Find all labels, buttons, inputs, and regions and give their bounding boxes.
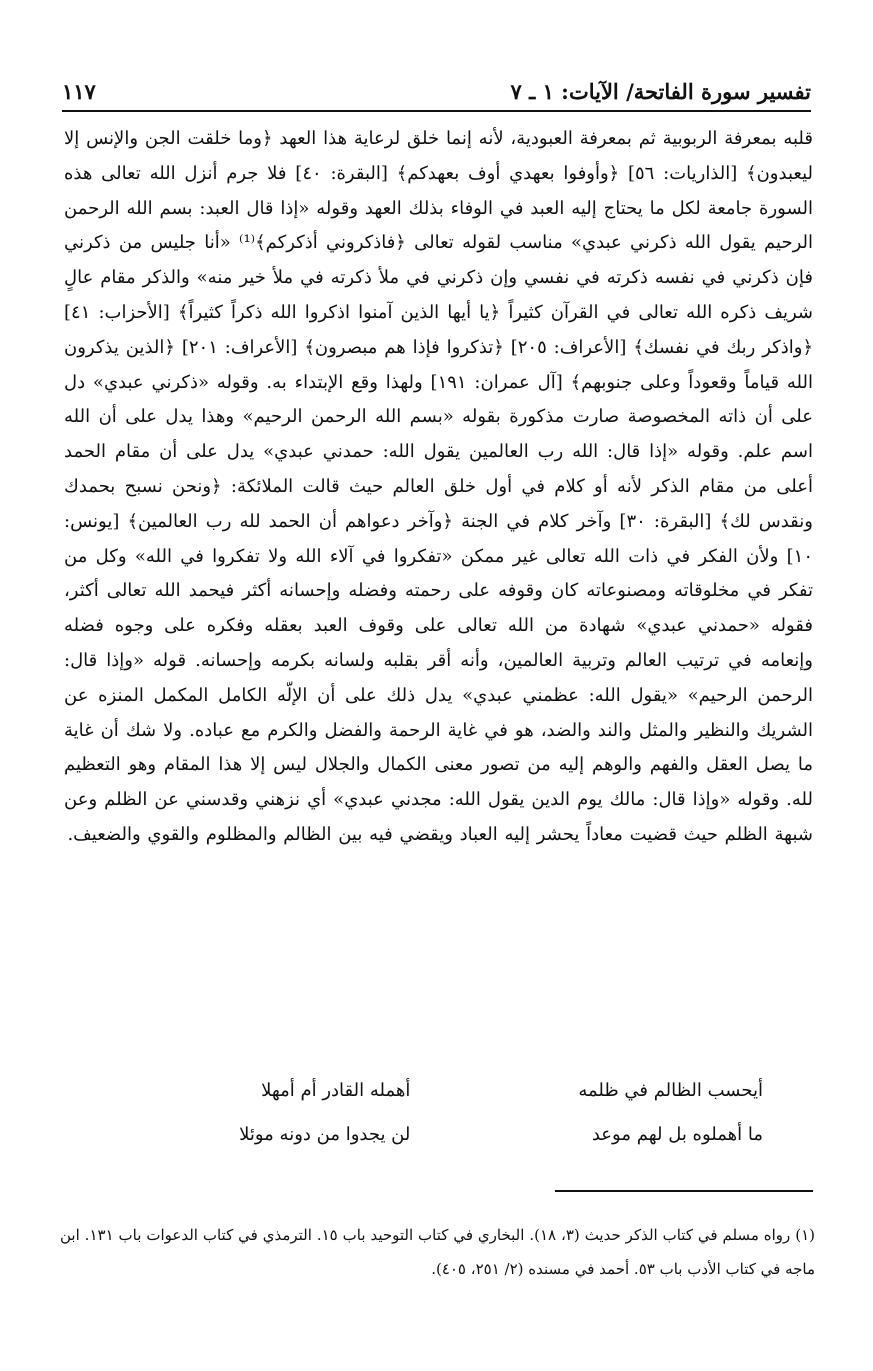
footnote: (١) رواه مسلم في كتاب الذكر حديث (٣، ١٨). البخاري في كتاب التوحيد باب ١٥. الترمذي في كتاب الدعوات باب ١٣١. ابن ماجه في كتاب الأدب باب ٥٣. أحمد في مسنده (٢/ ٢٥١، ٤٠٥). bbox=[60, 1226, 815, 1278]
page-header bbox=[62, 64, 811, 112]
verse-hemistich-first: ما أهملوه بل لهم موعد bbox=[591, 1123, 763, 1145]
poem-verse bbox=[110, 1068, 763, 1112]
verse-hemistich-second: لن يجدوا من دونه موئلا bbox=[239, 1123, 411, 1145]
verse-hemistich-second: أهمله القادر أم أمهلا bbox=[261, 1079, 411, 1101]
main-paragraph: قلبه بمعرفة الربوبية ثم بمعرفة العبودية، لأنه إنما خلق لرعاية هذا العهد ﴿وما خلقت الجن والإنس إلا ليعبدون﴾ [الذاريات: ٥٦] ﴿وأوفوا بعهدي أوف بعهدكم﴾ [البقرة: ٤٠] فلا جرم أنزل الله تعالى هذه السورة جامعة لكل ما يحتاج إليه العبد في الوفاء بذلك العهد وقوله «إذا قال العبد: بسم الله الرحمن الرحيم يقول الله ذكرني عبدي» مناسب لقوله تعالى ﴿فاذكروني أذكركم﴾⁽¹⁾ «أنا جليس من ذكرني فإن ذكرني في نفسه ذكرته في نفسي وإن ذكرني في ملأ ذكرته في ملأ خير منه» والذكر مقام عالٍ شريف ذكره الله تعالى في القرآن كثيراً ﴿يا أيها الذين آمنوا اذكروا الله ذكراً كثيراً﴾ [الأحزاب: ٤١] ﴿واذكر ربك في نفسك﴾ [الأعراف: ٢٠٥] ﴿تذكروا فإذا هم مبصرون﴾ [الأعراف: ٢٠١] ﴿الذين يذكرون الله قياماً وقعوداً وعلى جنوبهم﴾ [آل عمران: ١٩١] ولهذا وقع الإبتداء به. وقوله «ذكرني عبدي» دل على أن ذاته المخصوصة صارت مذكورة بقوله «بسم الله الرحمن الرحيم» وهذا يدل على أن الله اسم علم. وقوله «إذا قال: الله رب العالمين يقول الله: حمدني عبدي» يدل على أن مقام الحمد أعلى من مقام الذكر لأنه أو كلام في أول خلق العالم حيث قالت الملائكة: ﴿ونحن نسبح بحمدك ونقدس لك﴾ [البقرة: ٣٠] وآخر كلام في الجنة ﴿وآخر دعواهم أن الحمد لله رب العالمين﴾ [يونس: ١٠] ولأن الفكر في ذات الله تعالى غير ممكن «تفكروا في آلاء الله ولا تفكروا في الله» وكل من تفكر في مخلوقاته ومصنوعاته كان وقوفه على رحمته وفضله وإحسانه أكثر فيحمد الله تعالى أكثر، فقوله «حمدني عبدي» شهادة من الله تعالى على وقوف العبد بعقله وفكره على وجوه فضله وإنعامه في ترتيب العالم وتربية العالمين، وأنه أقر بقلبه ولسانه بكرمه وإحسانه. قوله «وإذا قال: الرحمن الرحيم» «يقول الله: عظمني عبدي» يدل ذلك على أن الإلّه الكامل المكمل المنزه عن الشريك والنظير والمثل والند والضد، هو في غاية الرحمة والفضل والكرم مع عباده. ولا شك أن غاية ما يصل العقل والفهم والوهم إليه من تصور معنى الكمال والجلال ليس إلا هذا المقام وهو التعظيم لله. وقوله «وإذا قال: مالك يوم الدين يقول الله: مجدني عبدي» أي نزهني وقدسني عن الظلم وعن شبهة الظلم حيث قضيت معاداً يحشر إليه العباد ويقضي فيه بين الظالم والمظلوم والقوي والضعيف. bbox=[64, 128, 814, 845]
verse-hemistich-first: أيحسب الظالم في ظلمه bbox=[578, 1079, 763, 1101]
poem bbox=[110, 1068, 763, 1156]
page-number: ١١٧ bbox=[62, 79, 96, 104]
footnote-divider bbox=[555, 1190, 813, 1192]
running-title: تفسير سورة الفاتحة/ الآيات: ١ ـ ٧ bbox=[510, 79, 811, 104]
poem-verse bbox=[110, 1112, 763, 1156]
